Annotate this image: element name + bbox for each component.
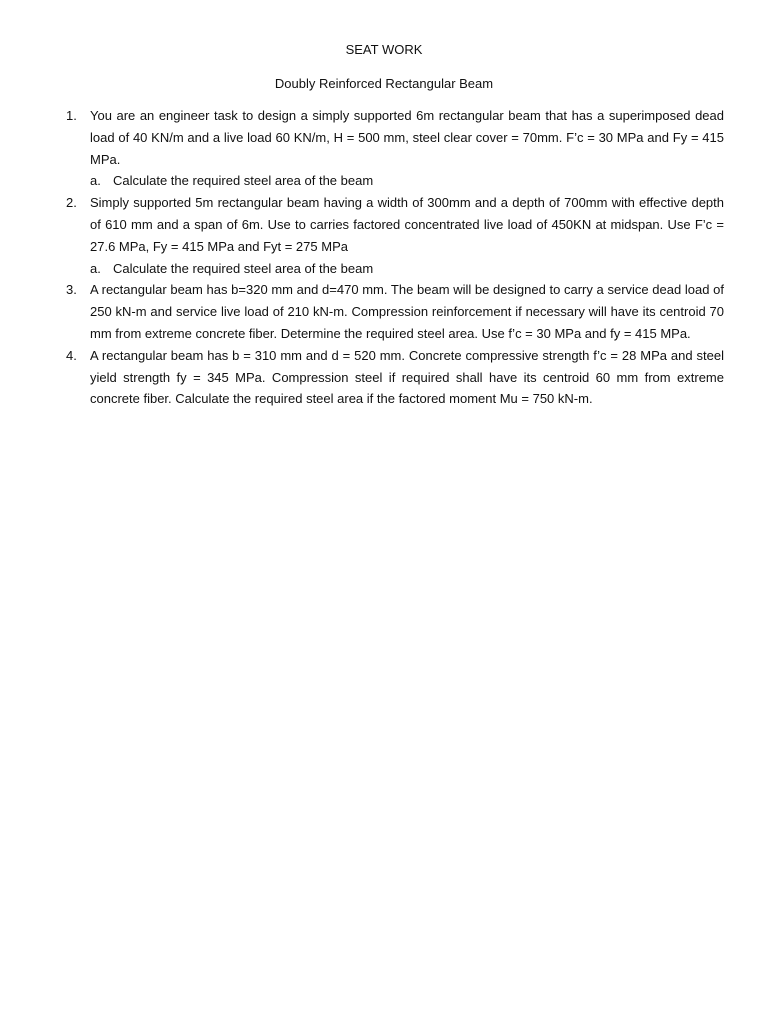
problem-number: 4.	[66, 347, 77, 363]
problem-text: A rectangular beam has b = 310 mm and d = 520 mm. Concrete compressive strength f’c = 28 MPa and steel yield strength fy = 345 MPa. Compression steel if required shall have its centroid 60 mm from extreme concrete fiber. Calculate the required steel area if the factored moment Mu = 750 kN-m.	[90, 347, 724, 407]
sub-item	[90, 258, 724, 280]
page-title: SEAT WORK	[345, 42, 423, 57]
problem-item-1	[66, 105, 724, 192]
problem-list	[66, 105, 724, 410]
problem-item-4	[66, 345, 724, 410]
problem-number: 3.	[66, 282, 77, 298]
problem-text: Simply supported 5m rectangular beam having a width of 300mm and a depth of 700mm with effective depth of 610 mm and a span of 6m. Use to carries factored concentrated live load of 450KN at midspan. Use F’c = 27.6 MPa, Fy = 415 MPa and Fyt = 275 MPa	[90, 195, 724, 254]
sub-item-letter: a.	[90, 173, 101, 189]
sub-item-text: Calculate the required steel area of the beam	[113, 173, 374, 189]
problem-text: You are an engineer task to design a simply supported 6m rectangular beam that has a superimposed dead load of 40 KN/m and a live load 60 KN/m, H = 500 mm, steel clear cover = 70mm. F’c = 30 MPa and Fy = 415 MPa.	[90, 108, 724, 167]
problem-number: 2.	[66, 195, 77, 211]
problem-text: A rectangular beam has b=320 mm and d=470 mm. The beam will be designed to carry a service dead load of 250 kN-m and service live load of 210 kN-m. Compression reinforcement if necessary will have its centroid 70 mm from extreme concrete fiber. Determine the required steel area. Use f’c = 30 MPa and fy = 415 MPa.	[90, 282, 724, 341]
sub-item-text: Calculate the required steel area of the beam	[113, 260, 374, 276]
problem-item-3	[66, 279, 724, 344]
problem-item-2	[66, 192, 724, 279]
problem-number: 1.	[66, 108, 77, 123]
sub-item	[90, 170, 724, 192]
page-subtitle: Doubly Reinforced Rectangular Beam	[274, 76, 494, 91]
sub-item-letter: a.	[90, 260, 101, 276]
